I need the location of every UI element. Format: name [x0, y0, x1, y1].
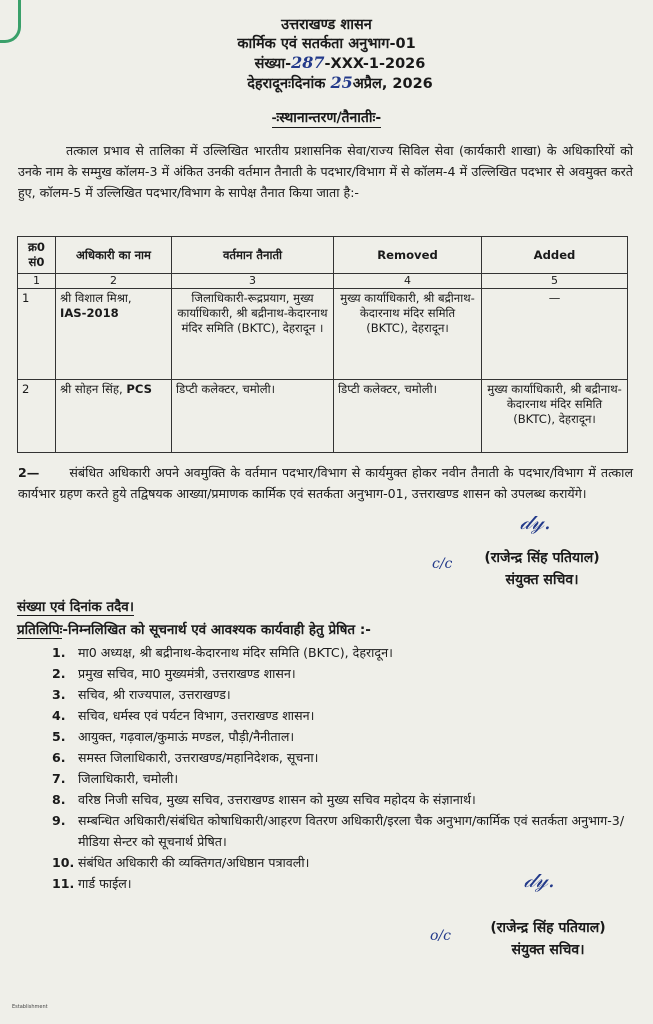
table-header-row	[18, 237, 628, 274]
list-item	[52, 789, 637, 810]
list-number: 11.	[52, 876, 75, 891]
list-item	[52, 642, 637, 663]
list-item	[52, 810, 637, 852]
cell-serial: 1	[18, 289, 56, 380]
header-added: Added	[482, 237, 628, 274]
paragraph-instructions-text: संबंधित अधिकारी अपने अवमुक्ति के वर्तमान पदभार/विभाग से कार्यमुक्त होकर नवीन तैनाती के पदभार/विभाग में तत्काल कार्यभार ग्रहण करते हुये तद्विषयक आख्या/प्रमाणक कार्मिक एवं सतर्कता अनुभाग-01, उत्तराखण्ड शासन को उपलब्ध करायेंगे।	[18, 465, 633, 501]
list-text: सचिव, धर्मस्व एवं पर्यटन विभाग, उत्तराखण्ड शासन।	[78, 708, 315, 723]
list-text: गार्ड फाईल।	[78, 876, 132, 891]
number-handwritten: 287	[291, 53, 325, 72]
header-date	[60, 73, 620, 93]
list-item	[52, 726, 637, 747]
header-name: अधिकारी का नाम	[56, 237, 172, 274]
cell-added: मुख्य कार्याधिकारी, श्री बद्रीनाथ-केदारनाथ मंदिर समिति (BKTC), देहरादून।	[482, 380, 628, 453]
list-text: जिलाधिकारी, चमोली।	[78, 771, 179, 786]
paragraph-instructions	[18, 462, 633, 504]
cell-officer	[56, 380, 172, 453]
list-text: वरिष्ठ निजी सचिव, मुख्य सचिव, उत्तराखण्ड शासन को मुख्य सचिव महोदय के संज्ञानार्थ।	[78, 792, 476, 807]
number-suffix: -XXX-1-2026	[324, 56, 426, 72]
cell-removed: डिप्टी कलेक्टर, चमोली।	[334, 380, 482, 453]
table-column-number-row	[18, 274, 628, 289]
list-number: 4.	[52, 708, 66, 723]
copy-to-text: -निम्नलिखित को सूचनार्थ एवं आवश्यक कार्यवाही हेतु प्रेषित :-	[62, 622, 371, 638]
col-number: 5	[482, 274, 628, 289]
header-serial: क्र0 सं0	[18, 237, 56, 274]
cc-mark: o/c	[430, 928, 451, 944]
table-row	[18, 289, 628, 380]
list-number: 7.	[52, 771, 66, 786]
col-number: 2	[56, 274, 172, 289]
copy-to-label: प्रतिलिपिः	[17, 622, 63, 638]
list-number: 10.	[52, 855, 75, 870]
header-government: उत्तराखण्ड शासन	[281, 17, 372, 33]
copy-to-line	[17, 620, 371, 638]
list-text: प्रमुख सचिव, मा0 मुख्यमंत्री, उत्तराखण्ड शासन।	[78, 666, 296, 681]
paragraph-number: 2—	[18, 465, 40, 480]
signatory-name: (राजेन्द्र सिंह पतियाल)	[490, 920, 606, 936]
list-text: संबंधित अधिकारी की व्यक्तिगत/अधिष्ठान पत्रावली।	[78, 855, 310, 870]
cell-officer	[56, 289, 172, 380]
recipient-list	[52, 642, 637, 894]
list-item	[52, 768, 637, 789]
cell-current: जिलाधिकारी-रूद्रप्रयाग, मुख्य कार्याधिकारी, श्री बद्रीनाथ-केदारनाथ मंदिर समिति (BKTC), देहरादून ।	[172, 289, 334, 380]
list-item	[52, 705, 637, 726]
signatory-title: संयुक्त सचिव।	[505, 572, 579, 588]
signature-scrawl: 𝒹𝓎.	[520, 510, 551, 535]
list-number: 5.	[52, 729, 66, 744]
list-item	[52, 663, 637, 684]
subject-line	[0, 108, 653, 127]
officer-service: IAS-2018	[60, 306, 119, 320]
signatory-title: संयुक्त सचिव।	[511, 942, 585, 958]
date-suffix: अप्रैल, 2026	[352, 76, 433, 92]
cell-current: डिप्टी कलेक्टर, चमोली।	[172, 380, 334, 453]
signatory-name: (राजेन्द्र सिंह पतियाल)	[484, 550, 600, 566]
header-department: कार्मिक एवं सतर्कता अनुभाग-01	[237, 36, 416, 52]
list-item	[52, 747, 637, 768]
header-number	[60, 53, 620, 73]
cell-removed: मुख्य कार्याधिकारी, श्री बद्रीनाथ-केदारनाथ मंदिर समिति (BKTC), देहरादून।	[334, 289, 482, 380]
list-number: 6.	[52, 750, 66, 765]
paragraph-order: तत्काल प्रभाव से तालिका में उल्लिखित भारतीय प्रशासनिक सेवा/राज्य सिविल सेवा (कार्यकारी शाखा) के अधिकारियों को उनके नाम के सम्मुख कॉलम-3 में अंकित उनकी वर्तमान तैनाती के पदभार/विभाग में से कॉलम-4 में उल्लिखित पदभार से अवमुक्त करते हुए, कॉलम-5 में उल्लिखित पदभार/विभाग के सापेक्ष तैनात किया जाता है:-	[18, 143, 633, 200]
header-removed: Removed	[334, 237, 482, 274]
list-number: 8.	[52, 792, 66, 807]
number-prefix: संख्या-	[254, 56, 292, 72]
same-number-date: संख्या एवं दिनांक तदैव।	[17, 599, 134, 615]
date-prefix: देहरादूनःदिनांक	[247, 76, 326, 92]
transfer-table	[17, 236, 628, 453]
col-number: 3	[172, 274, 334, 289]
signature-scrawl: 𝒹𝓎.	[524, 868, 555, 893]
list-number: 9.	[52, 813, 66, 828]
list-text: आयुक्त, गढ़वाल/कुमाऊं मण्डल, पौड़ी/नैनीताल।	[78, 729, 295, 744]
cell-added: —	[482, 289, 628, 380]
col-number: 1	[18, 274, 56, 289]
officer-name: श्री विशाल मिश्रा,	[60, 291, 132, 305]
list-text: मा0 अध्यक्ष, श्री बद्रीनाथ-केदारनाथ मंदिर समिति (BKTC), देहरादून।	[78, 645, 393, 660]
col-number: 4	[334, 274, 482, 289]
list-item	[52, 684, 637, 705]
officer-name: श्री सोहन सिंह,	[60, 382, 123, 396]
list-text: सम्बन्धित अधिकारी/संबंधित कोषाधिकारी/आहरण वितरण अधिकारी/इरला चैक अनुभाग/कार्मिक एवं सतर्कता अनुभाग-3/मीडिया सेन्टर को सूचनार्थ प्रेषित।	[78, 813, 625, 849]
list-number: 3.	[52, 687, 66, 702]
list-text: समस्त जिलाधिकारी, उत्तराखण्ड/महानिदेशक, सूचना।	[78, 750, 319, 765]
date-handwritten: 25	[330, 73, 353, 92]
cc-mark: c/c	[432, 556, 453, 572]
list-number: 2.	[52, 666, 66, 681]
subject-text: -ःस्थानान्तरण/तैनातीः-	[271, 110, 382, 126]
cell-serial: 2	[18, 380, 56, 453]
list-text: सचिव, श्री राज्यपाल, उत्तराखण्ड।	[78, 687, 231, 702]
footer-tag: Establishment	[12, 1004, 48, 1010]
officer-service: PCS	[126, 382, 152, 396]
table-row	[18, 380, 628, 453]
list-number: 1.	[52, 645, 66, 660]
header-current: वर्तमान तैनाती	[172, 237, 334, 274]
